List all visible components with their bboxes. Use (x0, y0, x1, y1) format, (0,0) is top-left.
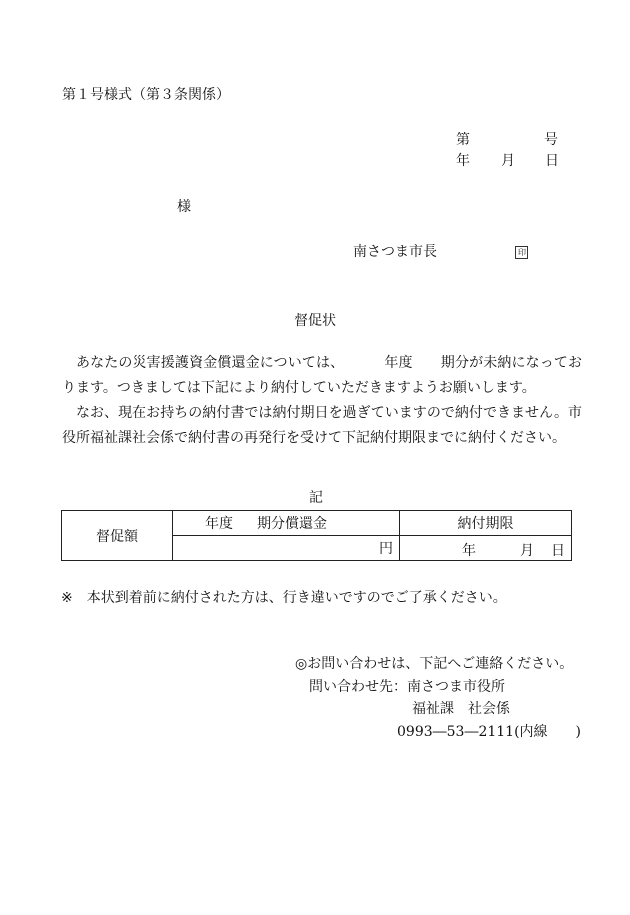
sender-title: 南さつま市長 (353, 244, 437, 260)
number-prefix: 第 (456, 132, 470, 148)
notes-heading: 記 (309, 490, 323, 506)
seal-mark: 印 (515, 246, 528, 259)
contact-office-line (309, 678, 505, 696)
date-day: 日 (545, 153, 559, 169)
paragraph-1-rest: 期分が未納になっております。つきましては下記により納付していただきますようお願いします。 (62, 355, 583, 396)
contact-label: 問い合わせ先： (309, 679, 407, 695)
amount-cell: 円 (173, 536, 400, 561)
document-number (456, 131, 558, 149)
addressee-honorific: 様 (177, 199, 191, 215)
sender-block (353, 243, 528, 261)
contact-department: 福祉課 (412, 701, 454, 717)
deadline-year: 年 (462, 543, 476, 559)
notice-mark: ※ (61, 590, 73, 606)
paragraph-2: なお、現在お持ちの納付書では納付期日を過ぎていますので納付できません。市役所福祉課社会係で納付書の再発行を受けて下記納付期限までに納付ください。 (62, 405, 582, 446)
contact-phone: 0993―53―2111 (397, 724, 515, 740)
contact-phone-line (397, 723, 581, 741)
deadline-cell (400, 536, 572, 561)
contact-extension: (内線 ) (514, 724, 582, 740)
paragraph-1-lead: あなたの災害援護資金償還金については、 (76, 355, 345, 371)
contact-section: 社会係 (468, 701, 510, 717)
contact-department-line (412, 700, 510, 718)
form-label: 第１号様式（第３条関係） (62, 87, 230, 103)
dunning-table (61, 510, 572, 561)
notice (61, 589, 507, 607)
date-month: 月 (501, 153, 515, 169)
deadline-month: 月 (520, 543, 534, 559)
col-fiscal: 年度 (205, 516, 233, 532)
contact-intro: ◎お問い合わせは、下記へご連絡ください。 (295, 656, 574, 672)
contact-office: 南さつま市役所 (407, 679, 505, 695)
document-title: 督促状 (294, 313, 336, 329)
notice-text: 本状到着前に納付された方は、行き違いですのでご了承ください。 (86, 590, 507, 606)
row-label: 督促額 (62, 511, 173, 561)
number-suffix: 号 (544, 132, 558, 148)
deadline-day: 日 (551, 543, 565, 559)
paragraph-1 (62, 351, 582, 401)
col-deadline: 納付期限 (400, 511, 572, 536)
paragraph-1-year: 年度 (384, 355, 413, 371)
fiscal-header (173, 511, 400, 536)
col-installment: 期分償還金 (257, 516, 327, 532)
date-year: 年 (456, 153, 470, 169)
